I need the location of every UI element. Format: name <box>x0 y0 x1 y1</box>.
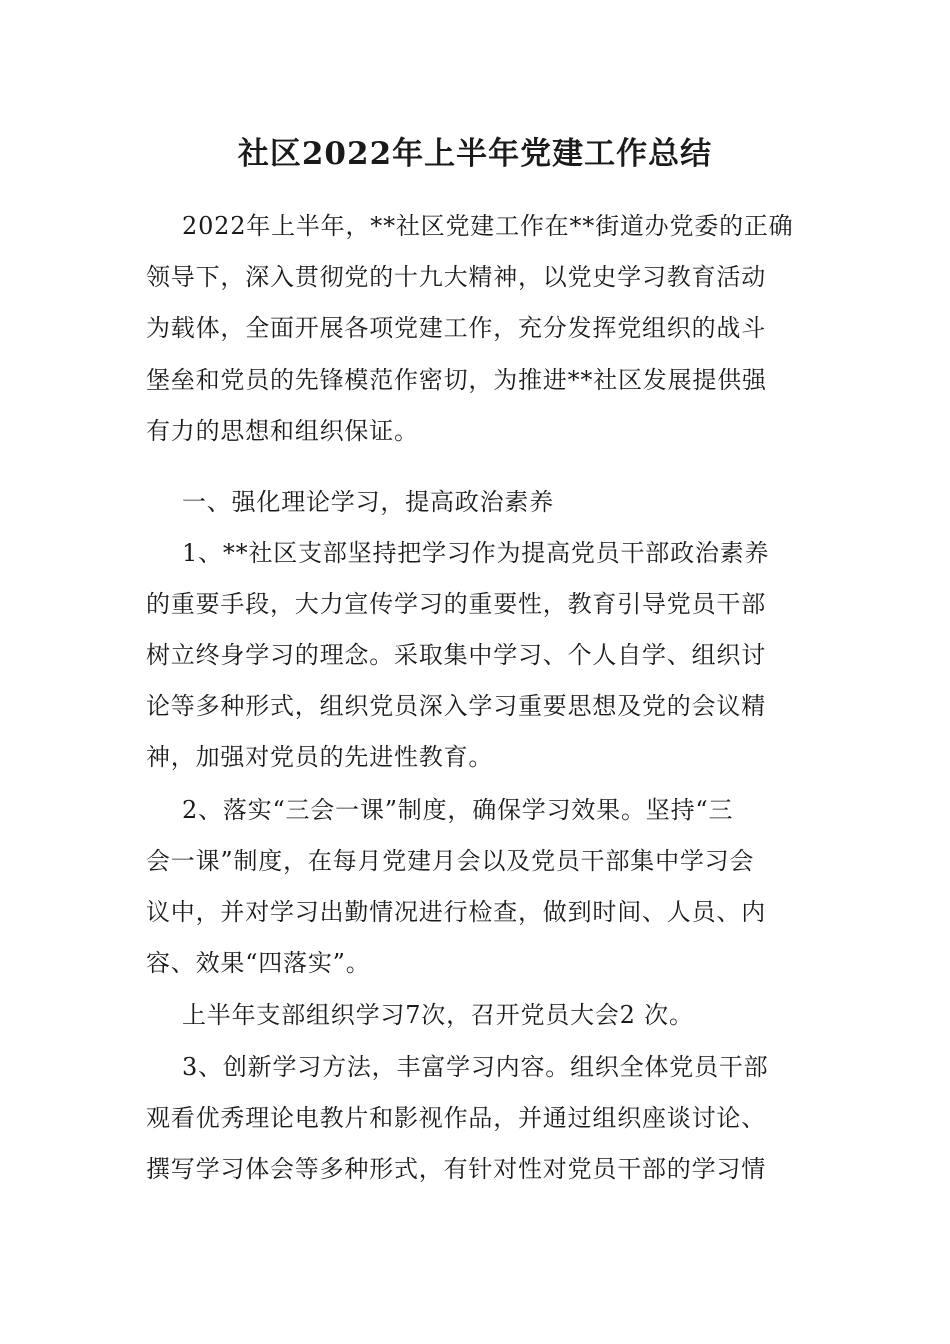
paragraph-line: 议中，并对学习出勤情况进行检查，做到时间、人员、内 <box>146 898 766 926</box>
paragraph-line: 树立终身学习的理念。采取集中学习、个人自学、组织讨 <box>146 641 766 669</box>
paragraph-line: 容、效果“四落实”。 <box>146 949 371 977</box>
paragraph-line: 1、**社区支部坚持把学习作为提高党员干部政治素养 <box>182 539 770 567</box>
paragraph-line: 上半年支部组织学习7次，召开党员大会2 次。 <box>182 1001 694 1029</box>
section-heading: 一、强化理论学习，提高政治素养 <box>182 488 554 516</box>
document-title: 社区2022年上半年党建工作总结 <box>237 136 713 172</box>
paragraph-line: 会一课”制度，在每月党建月会以及党员干部集中学习会 <box>146 847 755 875</box>
paragraph-line: 观看优秀理论电教片和影视作品，并通过组织座谈讨论、 <box>146 1104 766 1132</box>
paragraph-line: 2、落实“三会一课”制度，确保学习效果。坚持“三 <box>182 796 734 824</box>
paragraph-line: 2022年上半年，**社区党建工作在**街道办党委的正确 <box>182 212 794 240</box>
paragraph-line: 为载体，全面开展各项党建工作，充分发挥党组织的战斗 <box>146 314 766 342</box>
paragraph-line: 的重要手段，大力宣传学习的重要性，教育引导党员干部 <box>146 590 766 618</box>
paragraph-line: 论等多种形式，组织党员深入学习重要思想及党的会议精 <box>146 692 766 720</box>
paragraph-line: 神，加强对党员的先进性教育。 <box>146 743 494 771</box>
paragraph-line: 有力的思想和组织保证。 <box>146 417 419 445</box>
paragraph-line: 3、创新学习方法，丰富学习内容。组织全体党员干部 <box>182 1053 769 1081</box>
paragraph-line: 领导下，深入贯彻党的十九大精神，以党史学习教育活动 <box>146 263 766 291</box>
paragraph-line: 堡垒和党员的先锋模范作密切，为推进**社区发展提供强 <box>146 366 767 394</box>
paragraph-line: 撰写学习体会等多种形式，有针对性对党员干部的学习情 <box>146 1155 766 1183</box>
